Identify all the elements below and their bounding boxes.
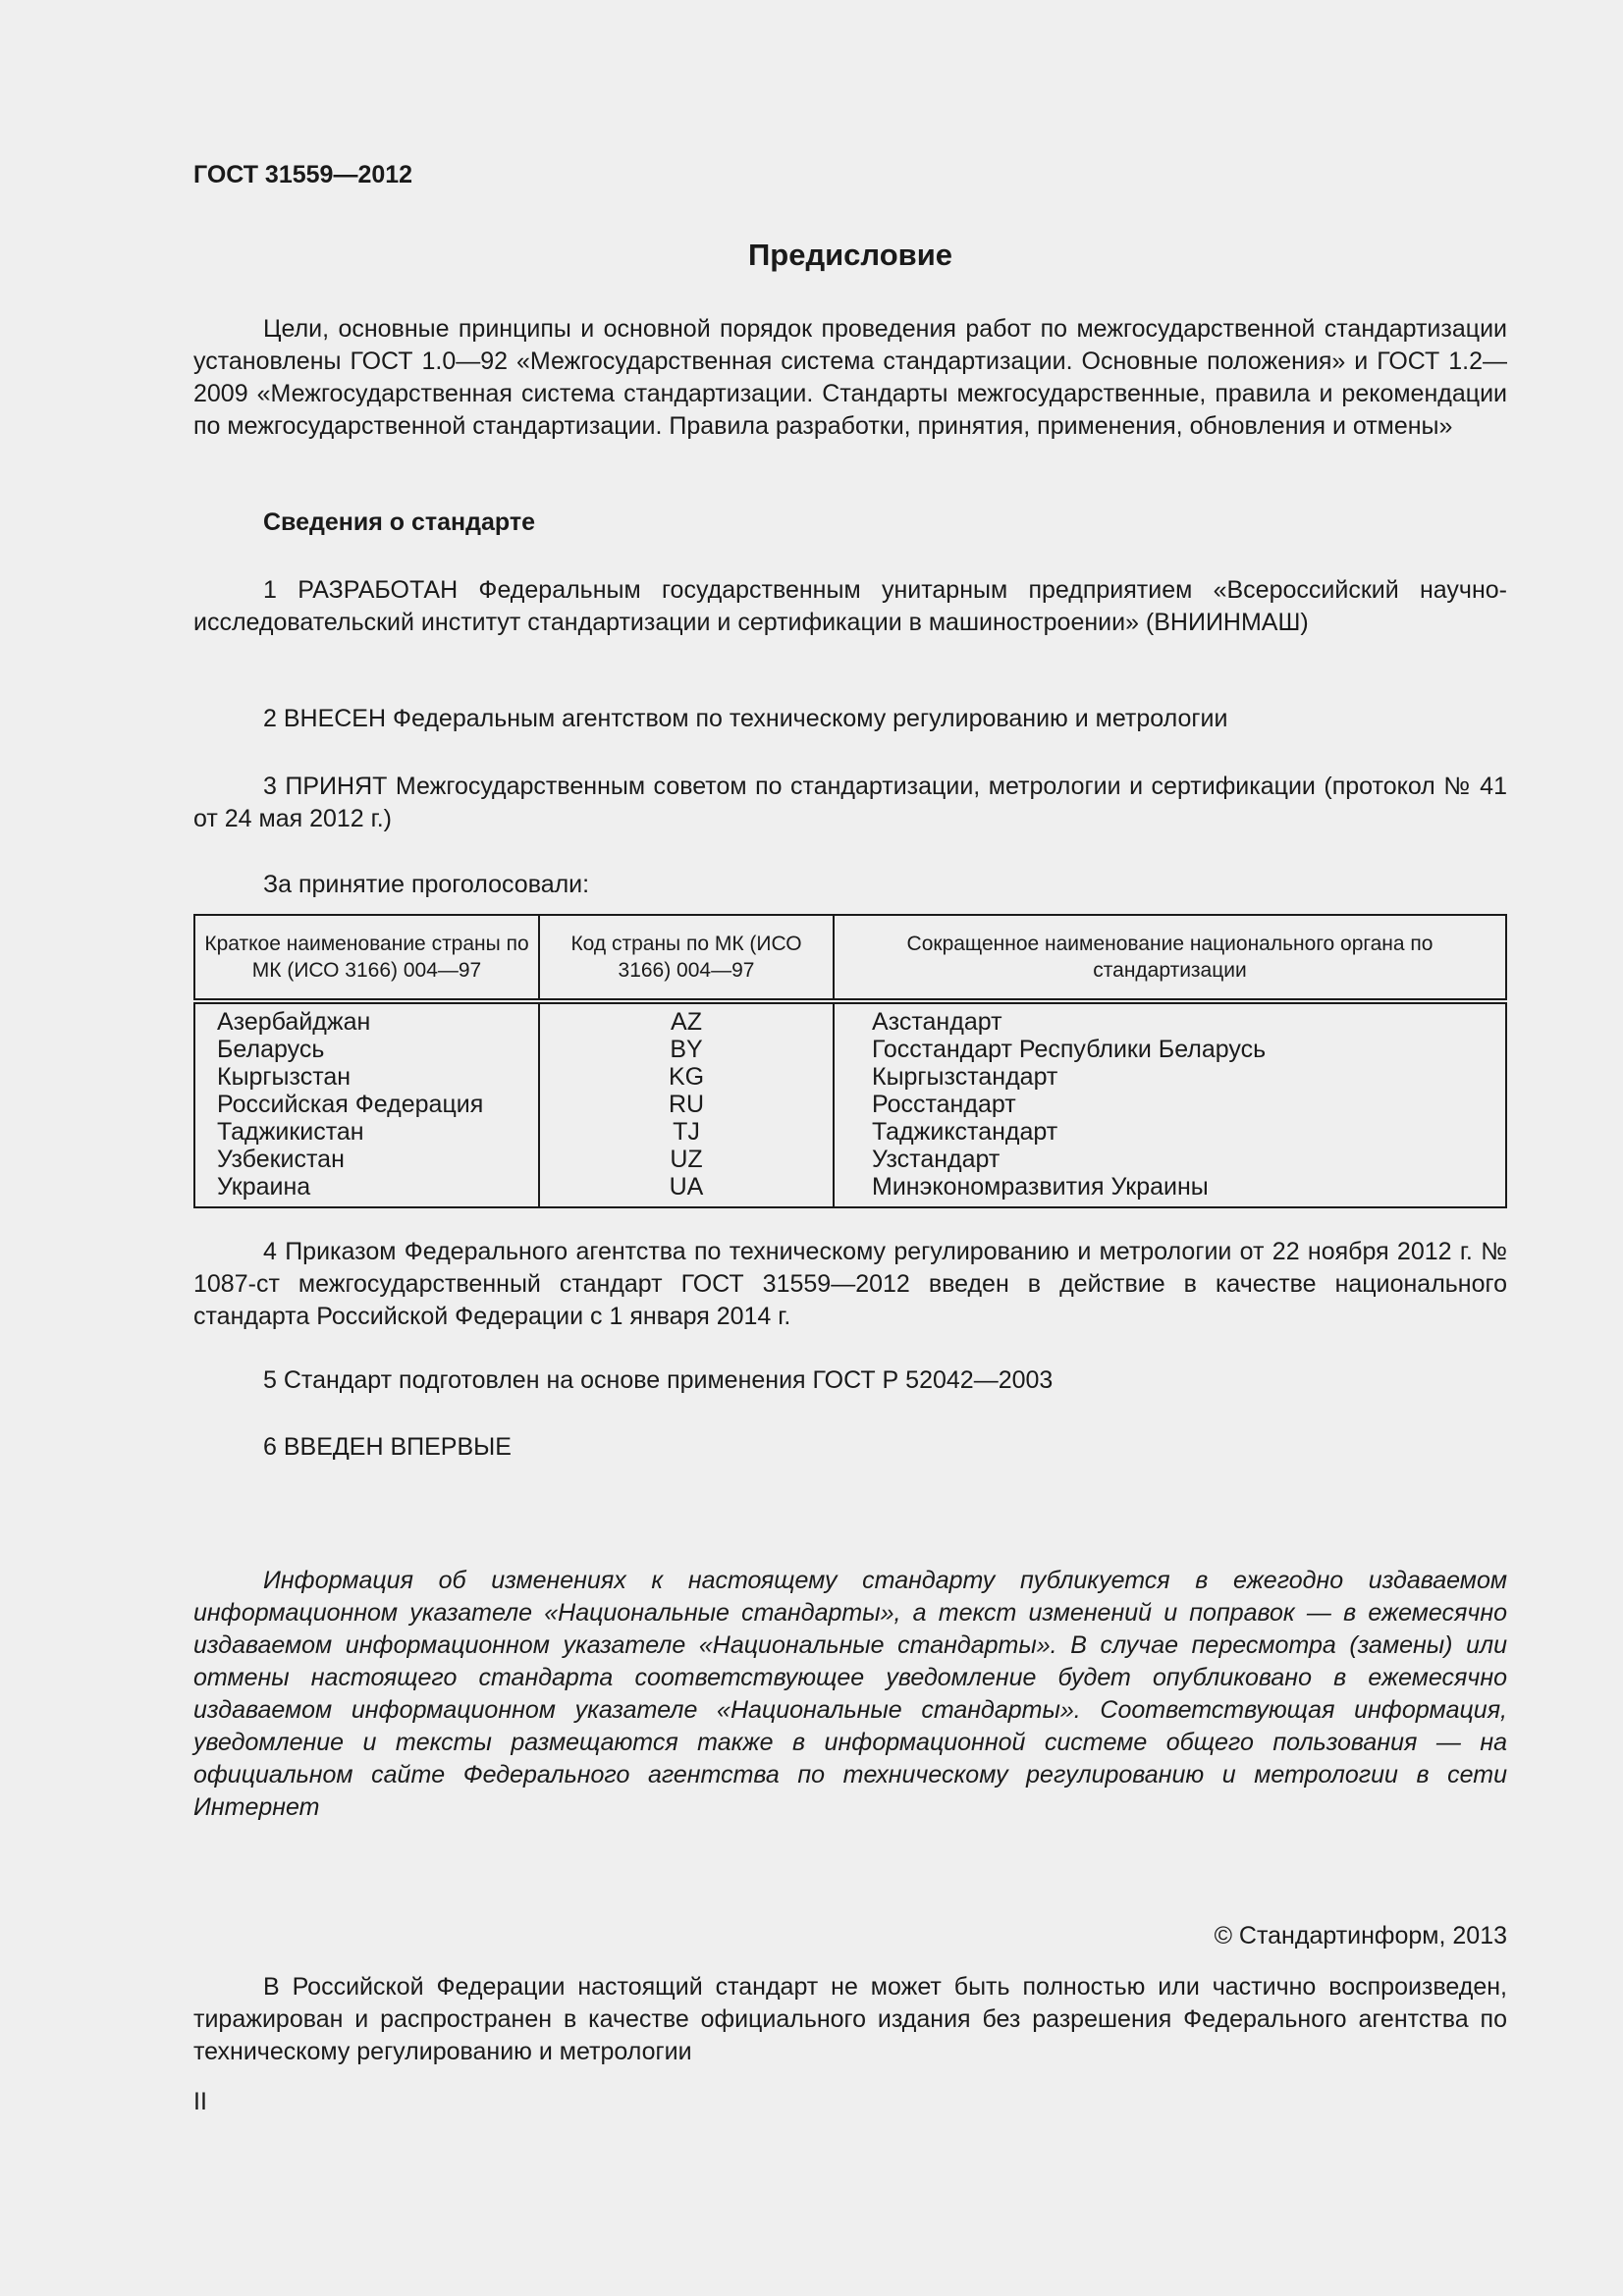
item-1-paragraph: 1 РАЗРАБОТАН Федеральным государственным унитарным предприятием «Всероссийский научно-исследовательский институт стандартизации и сертификации в машиностроении» (ВНИИНМАШ) xyxy=(193,576,1507,636)
info-paragraph: Информация об изменениях к настоящему стандарту публикуется в ежегодно издаваемом информационном указателе «Национальные стандарты», а текст изменений и поправок — в ежемесячно издаваемом информационном указателе «Национальные стандарты». В случае пересмотра (замены) или отмены настоящего стандарта соответствующее уведомление будет опубликовано в ежемесячно издаваемом информационном указателе «Национальные стандарты». Соответствующая информация, уведомление и тексты размещаются также в информационной системе общего пользования — на официальном сайте Федерального агентства по техническому регулированию и метрологии в сети Интернет xyxy=(193,1567,1507,1821)
copyright-line: © Стандартинформ, 2013 xyxy=(1214,1922,1507,1949)
country-name: Узбекистан xyxy=(217,1146,345,1173)
table-header-row xyxy=(194,915,1506,1001)
standards-body: Таджикстандарт xyxy=(872,1118,1058,1146)
standards-body: Азстандарт xyxy=(872,1008,1002,1036)
item-2-paragraph: 2 ВНЕСЕН Федеральным агентством по техническому регулированию и метрологии xyxy=(263,705,1228,732)
item-6-paragraph: 6 ВВЕДЕН ВПЕРВЫЕ xyxy=(263,1433,512,1461)
rights-paragraph: В Российской Федерации настоящий стандарт не может быть полностью или частично воспроизведен, тиражирован и распространен в качестве официального издания без разрешения Федерального агентства по техническому регулированию и метрологии xyxy=(193,1973,1507,2065)
item-5-paragraph: 5 Стандарт подготовлен на основе применения ГОСТ Р 52042—2003 xyxy=(263,1366,1054,1394)
page-title: Предисловие xyxy=(747,238,952,272)
standards-body: Госстандарт Республики Беларусь xyxy=(872,1036,1267,1063)
standards-body: Узстандарт xyxy=(872,1146,1001,1173)
country-code: RU xyxy=(668,1091,705,1118)
section-heading: Сведения о стандарте xyxy=(263,508,536,536)
country-code: UZ xyxy=(670,1146,703,1173)
header-country-name: Краткое наименование страны по МК (ИСО 3166) 004—97 xyxy=(194,915,539,1001)
country-name: Кыргызстан xyxy=(217,1063,352,1091)
country-code: KG xyxy=(668,1063,705,1091)
table-row xyxy=(194,1001,1506,1207)
item-3-paragraph: 3 ПРИНЯТ Межгосударственным советом по стандартизации, метрологии и сертификации (протокол № 41 от 24 мая 2012 г.) xyxy=(193,773,1507,832)
country-name: Азербайджан xyxy=(217,1008,371,1036)
standards-body: Минэкономразвития Украины xyxy=(872,1173,1209,1201)
country-name: Украина xyxy=(217,1173,311,1201)
standards-body: Кыргызстандарт xyxy=(872,1063,1058,1091)
country-code: AZ xyxy=(671,1008,702,1036)
country-code: BY xyxy=(670,1036,703,1063)
country-name: Таджикистан xyxy=(217,1118,364,1146)
voting-table xyxy=(193,914,1507,1208)
vote-intro: За принятие проголосовали: xyxy=(263,871,590,898)
country-codes-cell xyxy=(539,1001,834,1207)
country-code: UA xyxy=(669,1173,704,1201)
country-code: TJ xyxy=(673,1118,700,1146)
header-country-code: Код страны по МК (ИСО 3166) 004—97 xyxy=(539,915,834,1001)
country-name: Беларусь xyxy=(217,1036,325,1063)
document-header: ГОСТ 31559—2012 xyxy=(193,161,413,188)
item-4-paragraph: 4 Приказом Федерального агентства по техническому регулированию и метрологии от 22 ноября 2012 г. № 1087-ст межгосударственный стандарт ГОСТ 31559—2012 введен в действие в качестве национального стандарта Российской Федерации с 1 января 2014 г. xyxy=(193,1238,1507,1330)
standards-body: Росстандарт xyxy=(872,1091,1016,1118)
header-standards-body: Сокращенное наименование национального органа по стандартизации xyxy=(834,915,1506,1001)
page-number: II xyxy=(193,2088,207,2115)
intro-paragraph: Цели, основные принципы и основной порядок проведения работ по межгосударственной стандартизации установлены ГОСТ 1.0—92 «Межгосударственная система стандартизации. Основные положения» и ГОСТ 1.2—2009 «Межгосударственная система стандартизации. Стандарты межгосударственные, правила и рекомендации по межгосударственной стандартизации. Правила разработки, принятия, применения, обновления и отмены» xyxy=(193,315,1507,440)
country-name: Российская Федерация xyxy=(217,1091,484,1118)
standards-bodies-cell xyxy=(834,1001,1506,1207)
country-names-cell xyxy=(194,1001,539,1207)
